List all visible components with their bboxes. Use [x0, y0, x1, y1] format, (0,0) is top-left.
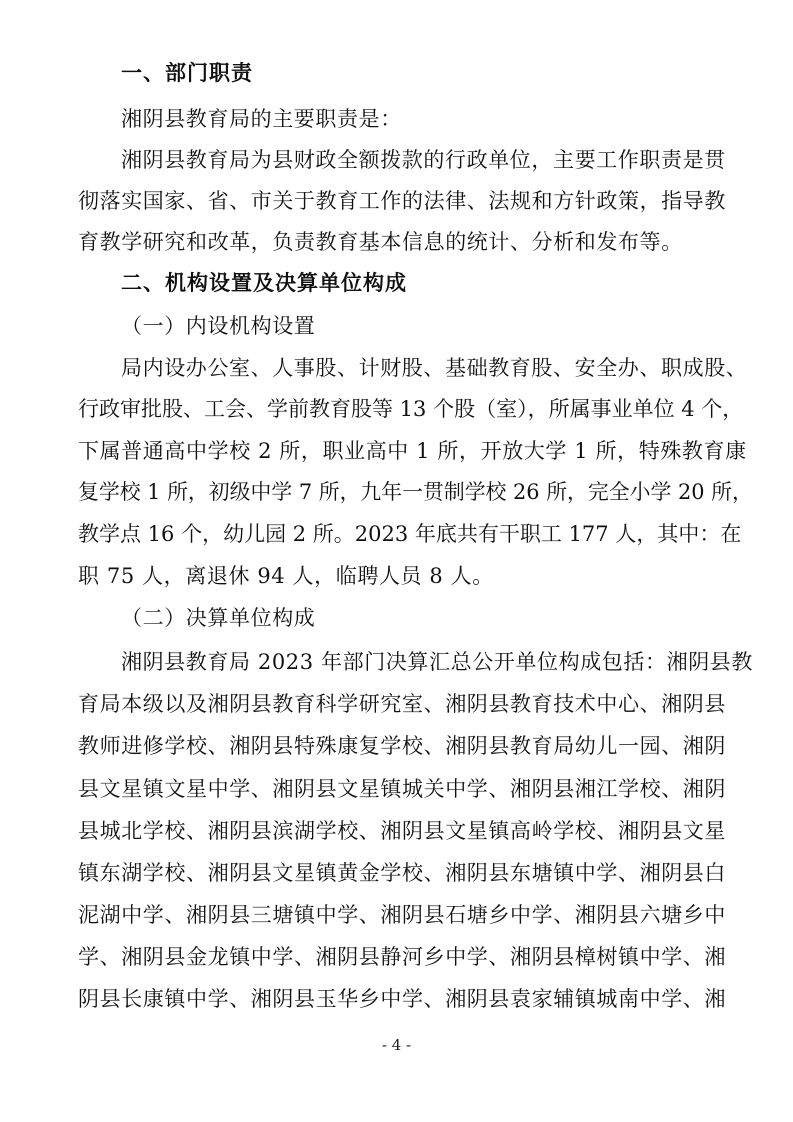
duties-line-3: 育教学研究和改革，负责教育基本信息的统计、分析和发布等。: [78, 230, 683, 254]
units-line-2: 育局本级以及湘阴县教育科学研究室、湘阴县教育技术中心、湘阴县: [78, 692, 726, 716]
internal-line-2: 行政审批股、工会、学前教育股等 13 个股（室），所属事业单位 4 个，: [78, 397, 744, 421]
duties-intro: 湘阴县教育局的主要职责是：: [121, 107, 402, 131]
units-line-9: 阴县长康镇中学、湘阴县玉华乡中学、湘阴县袁家辅镇城南中学、湘: [78, 987, 726, 1011]
section-heading-duties: 一、部门职责: [121, 61, 253, 85]
section-heading-structure: 二、机构设置及决算单位构成: [121, 271, 407, 295]
duties-line-2: 彻落实国家、省、市关于教育工作的法律、法规和方针政策，指导教: [78, 189, 726, 213]
internal-line-4: 复学校 1 所，初级中学 7 所，九年一贯制学校 26 所，完全小学 20 所，: [78, 480, 753, 504]
internal-line-3: 下属普通高中学校 2 所，职业高中 1 所，开放大学 1 所，特殊教育康: [78, 439, 747, 463]
internal-line-6: 职 75 人，离退休 94 人，临聘人员 8 人。: [78, 564, 494, 588]
units-line-6: 镇东湖学校、湘阴县文星镇黄金学校、湘阴县东塘镇中学、湘阴县白: [78, 861, 726, 885]
units-line-4: 县文星镇文星中学、湘阴县文星镇城关中学、湘阴县湘江学校、湘阴: [78, 777, 726, 801]
units-line-1: 湘阴县教育局 2023 年部门决算汇总公开单位构成包括：湘阴县教: [121, 650, 753, 674]
subsection-title-internal: （一）内设机构设置: [121, 314, 316, 338]
duties-line-1: 湘阴县教育局为县财政全额拨款的行政单位，主要工作职责是贯: [121, 148, 726, 172]
internal-line-1: 局内设办公室、人事股、计财股、基础教育股、安全办、职成股、: [121, 356, 748, 380]
units-line-8: 学、湘阴县金龙镇中学、湘阴县静河乡中学、湘阴县樟树镇中学、湘: [78, 945, 726, 969]
units-line-5: 县城北学校、湘阴县滨湖学校、湘阴县文星镇高岭学校、湘阴县文星: [78, 819, 726, 843]
page-number: - 4 -: [381, 1036, 412, 1054]
units-line-7: 泥湖中学、湘阴县三塘镇中学、湘阴县石塘乡中学、湘阴县六塘乡中: [78, 903, 726, 927]
subsection-title-units: （二）决算单位构成: [121, 606, 316, 630]
internal-line-5: 教学点 16 个，幼儿园 2 所。2023 年底共有干职工 177 人，其中：在: [78, 522, 742, 546]
units-line-3: 教师进修学校、湘阴县特殊康复学校、湘阴县教育局幼儿一园、湘阴: [78, 734, 726, 758]
